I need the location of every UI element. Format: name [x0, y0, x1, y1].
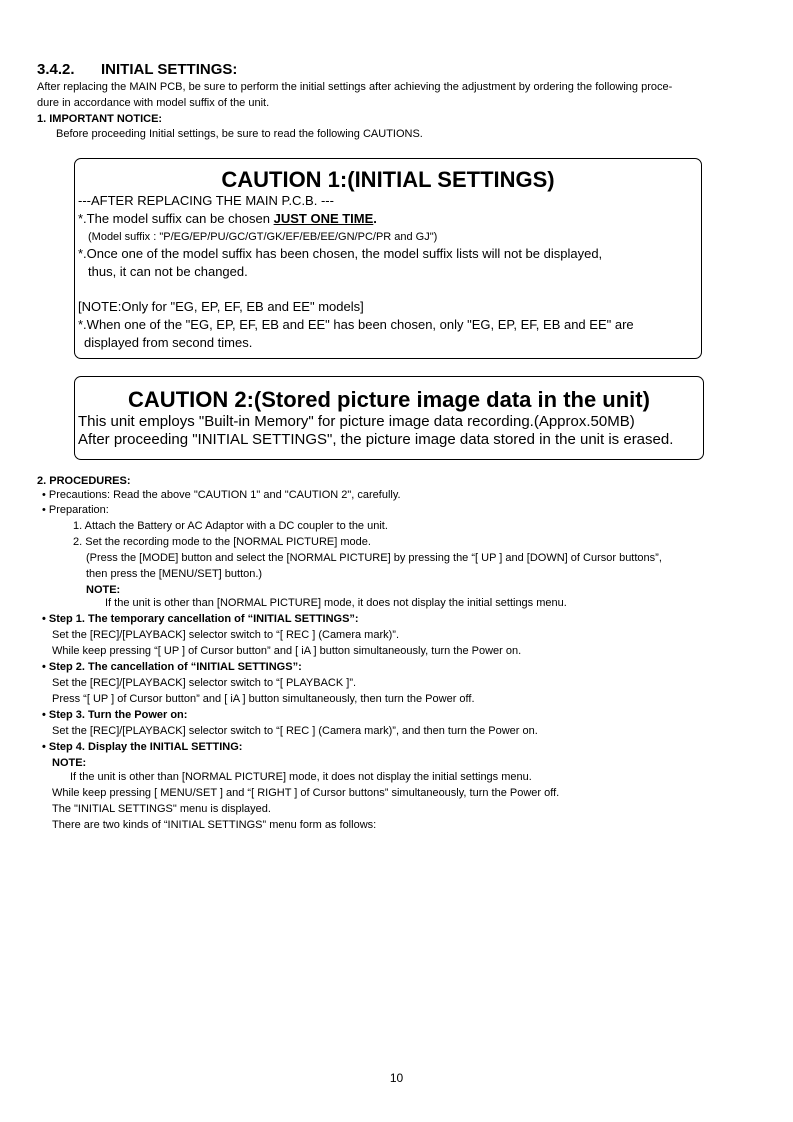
intro-line-2: dure in accordance with model suffix of the unit.: [37, 97, 270, 109]
caution-1-title: CAUTION 1:(INITIAL SETTINGS): [221, 167, 555, 192]
step-3-line-a: Set the [REC]/[PLAYBACK] selector switch to “[ REC ] (Camera mark)”, and then turn the Power on.: [52, 725, 538, 737]
step-4-title: • Step 4. Display the INITIAL SETTING:: [42, 741, 243, 753]
caution-1-line-4: *.Once one of the model suffix has been chosen, the model suffix lists will not be displayed,: [78, 246, 603, 261]
caution-1-note: [NOTE:Only for "EG, EP, EF, EB and EE" models]: [78, 299, 364, 314]
step-4-line-b: The "INITIAL SETTINGS" menu is displayed.: [52, 803, 271, 815]
procedures-heading: 2. PROCEDURES:: [37, 475, 131, 487]
prep-step-2: 2. Set the recording mode to the [NORMAL PICTURE] mode.: [73, 536, 371, 548]
prep-note-label: NOTE:: [86, 584, 121, 596]
caution-1-box: [74, 158, 702, 359]
step-2-title: • Step 2. The cancellation of “INITIAL SETTINGS”:: [42, 661, 302, 673]
section-heading: [37, 61, 237, 78]
caution-1-line-7: *.When one of the "EG, EP, EF, EB and EE" has been chosen, only "EG, EP, EF, EB and EE" are: [78, 317, 634, 332]
caution-1-line-8: displayed from second times.: [84, 335, 253, 350]
step-2-line-a: Set the [REC]/[PLAYBACK] selector switch to “[ PLAYBACK ]”.: [52, 677, 357, 689]
page-number: 10: [389, 1071, 404, 1085]
step-1-line-a: Set the [REC]/[PLAYBACK] selector switch to “[ REC ] (Camera mark)”.: [52, 629, 399, 641]
caution-1-line-2: *.The model suffix can be chosen JUST ONE TIME.: [78, 211, 377, 226]
section-number: 3.4.2.: [37, 61, 75, 78]
prep-note-text: If the unit is other than [NORMAL PICTURE] mode, it does not display the initial settings menu.: [105, 597, 567, 609]
caution-2-line-2: After proceeding "INITIAL SETTINGS", the picture image data stored in the unit is erased.: [78, 431, 674, 448]
prep-step-1: 1. Attach the Battery or AC Adaptor with a DC coupler to the unit.: [73, 520, 388, 532]
step-4-note-text: If the unit is other than [NORMAL PICTURE] mode, it does not display the initial settings menu.: [70, 771, 532, 783]
caution-1-line-5: thus, it can not be changed.: [88, 264, 248, 279]
caution-1-line-1: ---AFTER REPLACING THE MAIN P.C.B. ---: [78, 193, 334, 208]
preparation: • Preparation:: [42, 504, 109, 516]
step-4-line-c: There are two kinds of “INITIAL SETTINGS” menu form as follows:: [52, 819, 377, 831]
step-2-line-b: Press “[ UP ] of Cursor button” and [ iA ] button simultaneously, then turn the Power off.: [52, 693, 475, 705]
notice-text: Before proceeding Initial settings, be sure to read the following CAUTIONS.: [56, 128, 423, 140]
caution-1-model-list: (Model suffix : "P/EG/EP/PU/GC/GT/GK/EF/EB/EE/GN/PC/PR and GJ"): [88, 231, 438, 243]
prep-step-2a: (Press the [MODE] button and select the [NORMAL PICTURE] by pressing the “[ UP ] and [DOWN] of Cursor buttons”,: [86, 552, 662, 564]
caution-2-title: CAUTION 2:(Stored picture image data in the unit): [128, 387, 650, 412]
notice-heading: 1. IMPORTANT NOTICE:: [37, 113, 163, 125]
intro-line-1: After replacing the MAIN PCB, be sure to perform the initial settings after achieving the adjustment by ordering the following proce-: [37, 81, 673, 93]
step-1-title: • Step 1. The temporary cancellation of “INITIAL SETTINGS”:: [42, 613, 359, 625]
precautions: • Precautions: Read the above "CAUTION 1" and "CAUTION 2", carefully.: [42, 489, 401, 501]
caution-2-line-1: This unit employs "Built-in Memory" for picture image data recording.(Approx.50MB): [78, 413, 635, 430]
step-4-note-label: NOTE:: [52, 757, 87, 769]
step-4-line-a: While keep pressing [ MENU/SET ] and “[ RIGHT ] of Cursor buttons” simultaneously, turn the Power off.: [52, 787, 560, 799]
prep-step-2b: then press the [MENU/SET] button.): [86, 568, 263, 580]
step-3-title: • Step 3. Turn the Power on:: [42, 709, 188, 721]
caution-2-box: [74, 376, 704, 460]
step-1-line-b: While keep pressing “[ UP ] of Cursor button” and [ iA ] button simultaneously, turn the Power on.: [52, 645, 522, 657]
section-title: INITIAL SETTINGS:: [101, 61, 238, 78]
